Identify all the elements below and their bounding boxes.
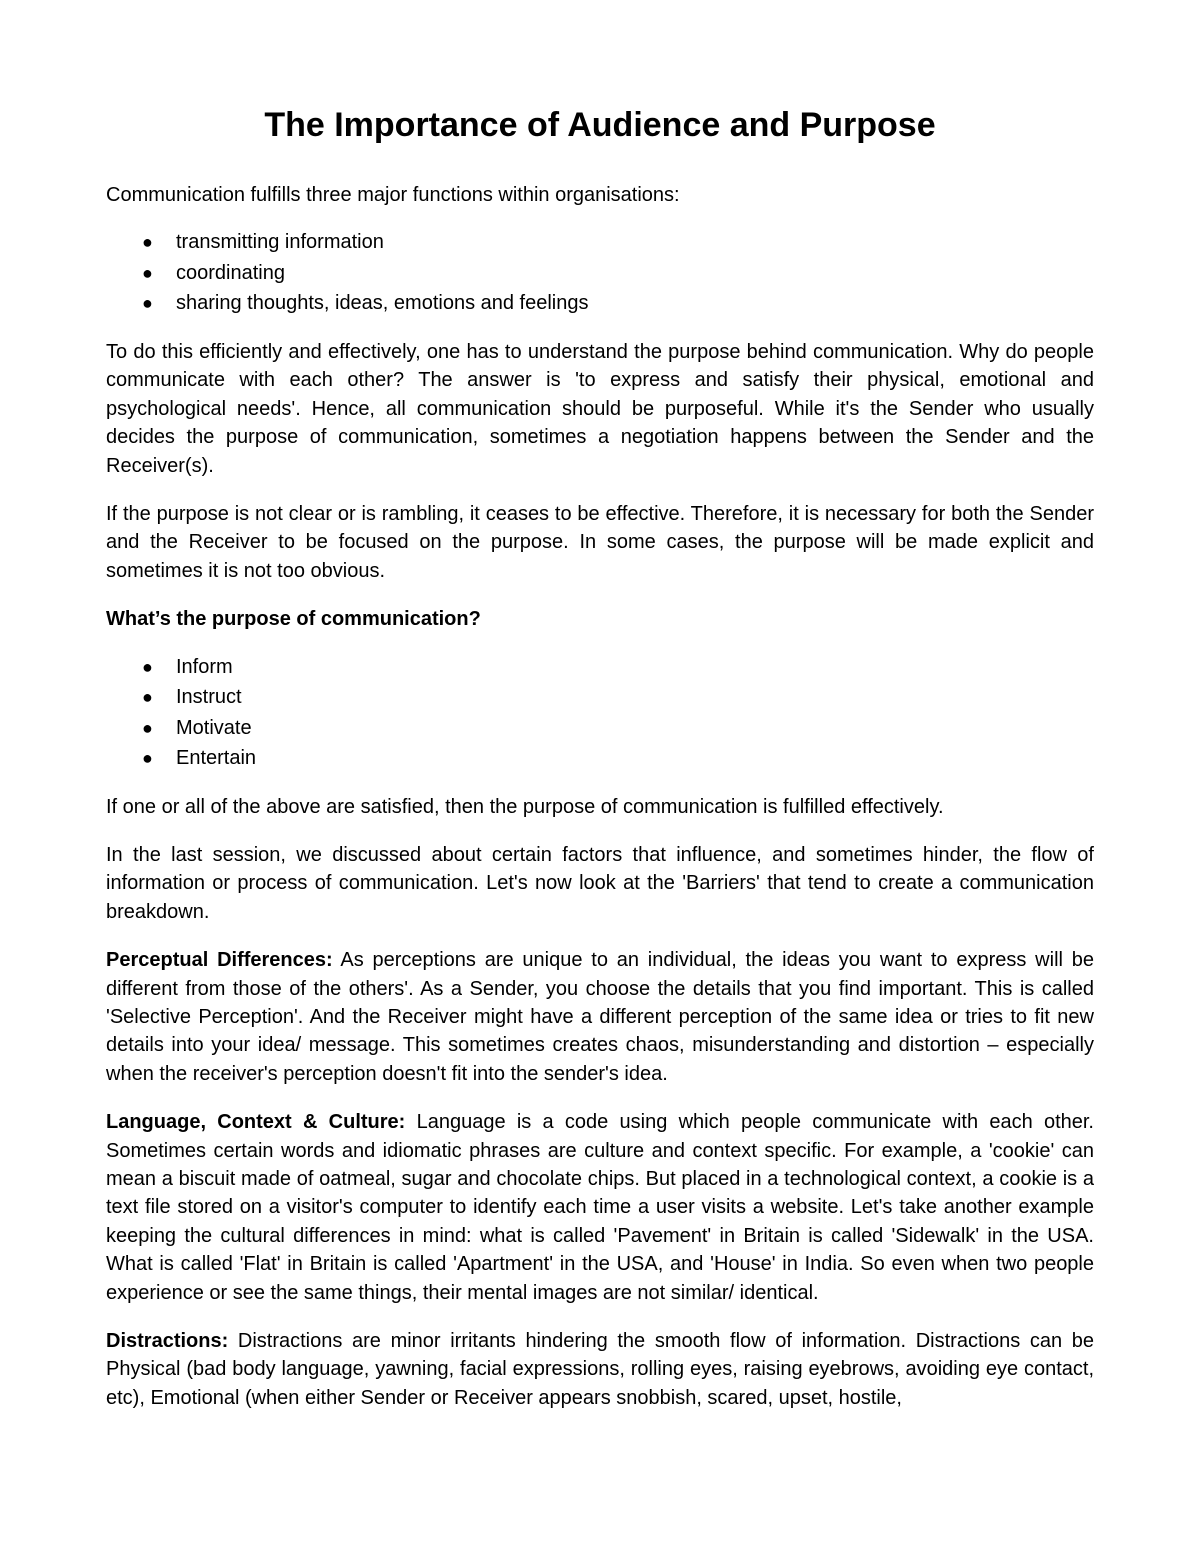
perceptual-differences-paragraph: Perceptual Differences: As perceptions are unique to an individual, the ideas you want to express will be different from those of the others'. As a Sender, you choose the details that you find important. This is called 'Selective Perception'. And the Receiver might have a different perception of the same idea or tries to fit new details into your idea/ message. This sometimes creates chaos, misunderstanding and distortion – especially when the receiver's perception doesn't fit into the sender's idea. (106, 949, 1095, 1085)
perceptual-differences-label: Perceptual Differences: (106, 949, 333, 972)
fulfilled-paragraph: If one or all of the above are satisfied, then the purpose of communication is fulfilled effectively. (106, 795, 944, 818)
list-item: ● coordinating (106, 258, 1094, 289)
bullet-icon: ● (142, 717, 153, 738)
bullet-icon: ● (142, 748, 153, 769)
list-item: ● Motivate (106, 713, 1094, 744)
bullet-icon: ● (142, 262, 153, 283)
language-context-culture-paragraph: Language, Context & Culture: Language is a code using which people communicate with each other. Sometimes certain words and idiomatic phrases are culture and context specific. For example, a 'cookie' can mean a biscuit made of oatmeal, sugar and chocolate chips. But placed in a technological context, a cookie is a text file stored on a visitor's computer to identify each time a user visits a website. Let's take another example keeping the cultural differences in mind: what is called 'Pavement' in Britain is called 'Sidewalk' in the USA. What is called 'Flat' in Britain is called 'Apartment' in the USA, and 'House' in India. So even when two people experience or see the same things, their mental images are not similar/ identical. (106, 1111, 1094, 1304)
purpose-paragraph: To do this efficiently and effectively, one has to understand the purpose behind communication. Why do people communicate with each other? The answer is 'to express and satisfy their physical, emotional and psychological needs'. Hence, all communication should be purposeful. While it's the Sender who usually decides the purpose of communication, sometimes a negotiation happens between the Sender and the Receiver(s). (106, 340, 1094, 477)
list-item: ● Instruct (106, 682, 1094, 713)
bullet-icon: ● (142, 656, 153, 677)
list-item: ● sharing thoughts, ideas, emotions and feelings (106, 288, 1094, 319)
purposes-list (106, 652, 1094, 774)
list-item: ● Entertain (106, 743, 1094, 774)
distractions-label: Distractions: (106, 1330, 229, 1353)
list-item: ● Inform (106, 652, 1094, 683)
document-title: The Importance of Audience and Purpose (264, 106, 936, 144)
language-context-culture-label: Language, Context & Culture: (106, 1111, 406, 1134)
barriers-paragraph: In the last session, we discussed about certain factors that influence, and sometimes hinder, the flow of information or process of communication. Let's now look at the 'Barriers' that tend to create a communication breakdown. (106, 843, 1094, 923)
clarity-paragraph: If the purpose is not clear or is rambling, it ceases to be effective. Therefore, it is necessary for both the Sender and the Receiver to be focused on the purpose. In some cases, the purpose will be made explicit and sometimes it is not too obvious. (106, 502, 1094, 582)
list-item: ● transmitting information (106, 227, 1094, 258)
document-page (106, 100, 1094, 1432)
intro-paragraph: Communication fulfills three major functions within organisations: (106, 184, 680, 206)
purpose-heading: What’s the purpose of communication? (106, 608, 481, 631)
bullet-icon: ● (142, 232, 153, 253)
bullet-icon: ● (142, 687, 153, 708)
bullet-icon: ● (142, 293, 153, 314)
functions-list (106, 227, 1094, 319)
distractions-paragraph: Distractions: Distractions are minor irritants hindering the smooth flow of information. Distractions can be Physical (bad body language, yawning, facial expressions, rolling eyes, raising eyebrows, avoiding eye contact, etc), Emotional (when either Sender or Receiver appears snobbish, scared, upset, hostile, (106, 1330, 1094, 1409)
